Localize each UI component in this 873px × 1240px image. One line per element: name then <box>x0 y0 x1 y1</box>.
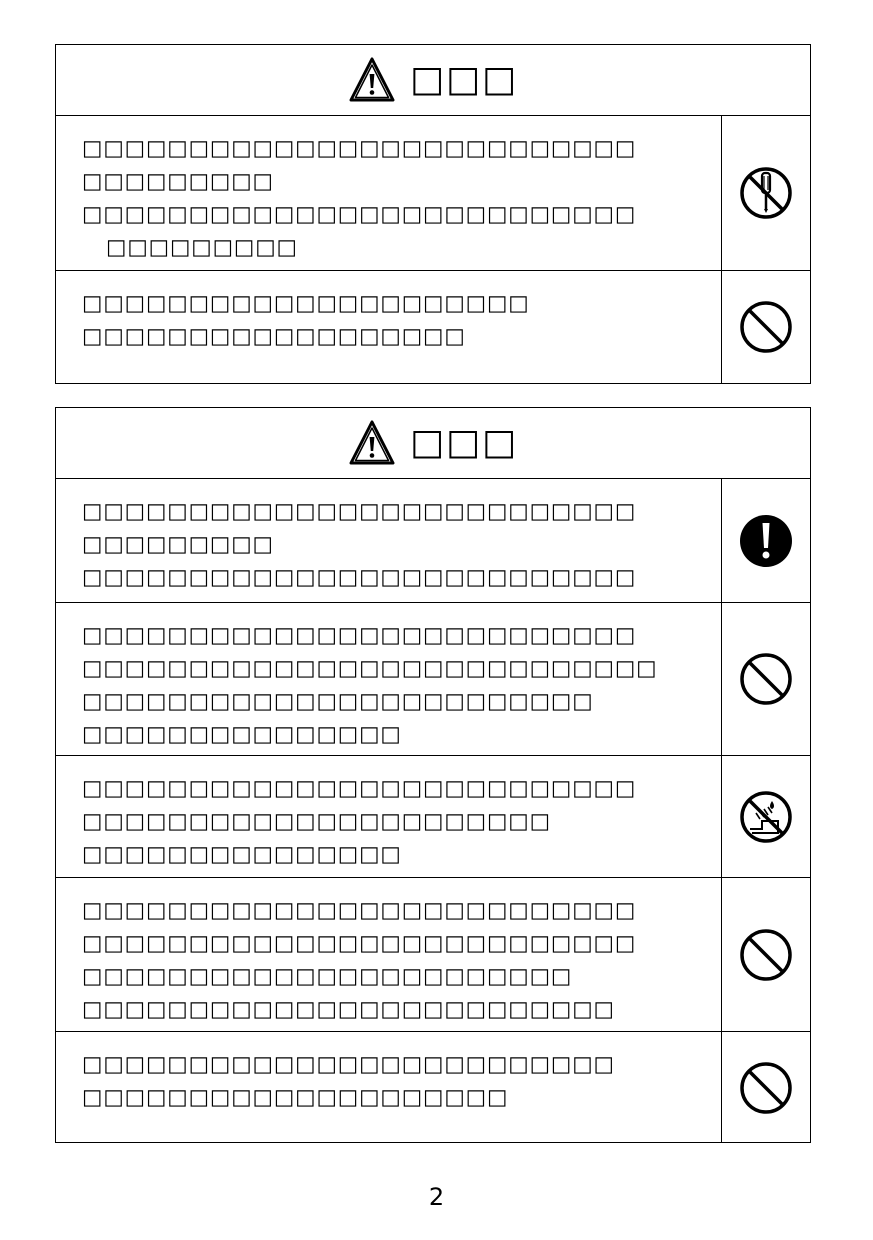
no-disassembly-icon <box>738 165 794 221</box>
prohibited-icon <box>738 299 794 355</box>
text-line: □□□□□□□□□□□□□□□□□□□□□ <box>82 291 530 316</box>
caution-box <box>55 407 811 1143</box>
precaution-text <box>56 603 722 755</box>
text-line: □□□□□□□□□□□□□□□□□□□□□□□□□ <box>82 997 615 1022</box>
text-line: □□□□□□□□□□□□□□□□□□□□□□□□□□ <box>82 499 637 524</box>
precaution-text <box>56 756 722 877</box>
precaution-text <box>56 1032 722 1143</box>
section-title: □□□ <box>409 59 519 100</box>
text-line: □□□□□□□□□□□□□□□□□□□□□□□□□□ <box>82 136 637 161</box>
text-line: □□□□□□□□□ <box>106 235 298 260</box>
text-line: □□□□□□□□□□□□□□□□□□□□□□□ <box>82 964 573 989</box>
prohibited-icon <box>738 1060 794 1116</box>
warning-triangle-icon <box>348 56 396 104</box>
text-line: □□□□□□□□□□□□□□□□□□□□□□□□□□ <box>82 565 637 590</box>
icon-cell <box>722 878 810 1031</box>
icon-cell <box>722 271 810 383</box>
icon-cell <box>722 116 810 270</box>
text-line: □□□□□□□□□ <box>82 169 274 194</box>
section-title: □□□ <box>409 422 519 463</box>
text-line: □□□□□□□□□□□□□□□□□□□□□□□□□□ <box>82 931 637 956</box>
text-line: □□□□□□□□□□□□□□□□□□□□□□□□□□ <box>82 898 637 923</box>
no-water-contact-icon <box>738 789 794 845</box>
precaution-text <box>56 271 722 383</box>
prohibited-icon <box>738 651 794 707</box>
icon-cell <box>722 479 810 602</box>
text-line: □□□□□□□□□□□□□□□□□□ <box>82 324 466 349</box>
warning-header <box>56 45 810 116</box>
text-line: □□□□□□□□□□□□□□□□□□□□□□ <box>82 809 551 834</box>
precaution-row <box>56 756 810 878</box>
precaution-row <box>56 116 810 271</box>
text-line: □□□□□□□□□□□□□□□□□□□□□□□□□□□ <box>82 656 658 681</box>
text-line: □□□□□□□□□□□□□□□ <box>82 722 402 747</box>
text-line: □□□□□□□□□□□□□□□□□□□□ <box>82 1085 509 1110</box>
precaution-text <box>56 116 722 270</box>
text-line: □□□□□□□□□□□□□□□□□□□□□□□□□□ <box>82 202 637 227</box>
warning-box <box>55 44 811 384</box>
prohibited-icon <box>738 927 794 983</box>
precaution-row <box>56 878 810 1032</box>
caution-header <box>56 408 810 479</box>
warning-triangle-icon <box>348 419 396 467</box>
text-line: □□□□□□□□□ <box>82 532 274 557</box>
icon-cell <box>722 756 810 877</box>
text-line: □□□□□□□□□□□□□□□□□□□□□□□□ <box>82 689 594 714</box>
mandatory-action-icon <box>738 513 794 569</box>
text-line: □□□□□□□□□□□□□□□ <box>82 842 402 867</box>
icon-cell <box>722 603 810 755</box>
precaution-row <box>56 603 810 756</box>
text-line: □□□□□□□□□□□□□□□□□□□□□□□□□□ <box>82 623 637 648</box>
text-line: □□□□□□□□□□□□□□□□□□□□□□□□□□ <box>82 776 637 801</box>
precaution-text <box>56 878 722 1031</box>
text-line: □□□□□□□□□□□□□□□□□□□□□□□□□ <box>82 1052 615 1077</box>
precaution-text <box>56 479 722 602</box>
precaution-row <box>56 479 810 603</box>
page-number: 2 <box>428 1183 445 1211</box>
precaution-row <box>56 271 810 383</box>
icon-cell <box>722 1032 810 1143</box>
precaution-row <box>56 1032 810 1143</box>
